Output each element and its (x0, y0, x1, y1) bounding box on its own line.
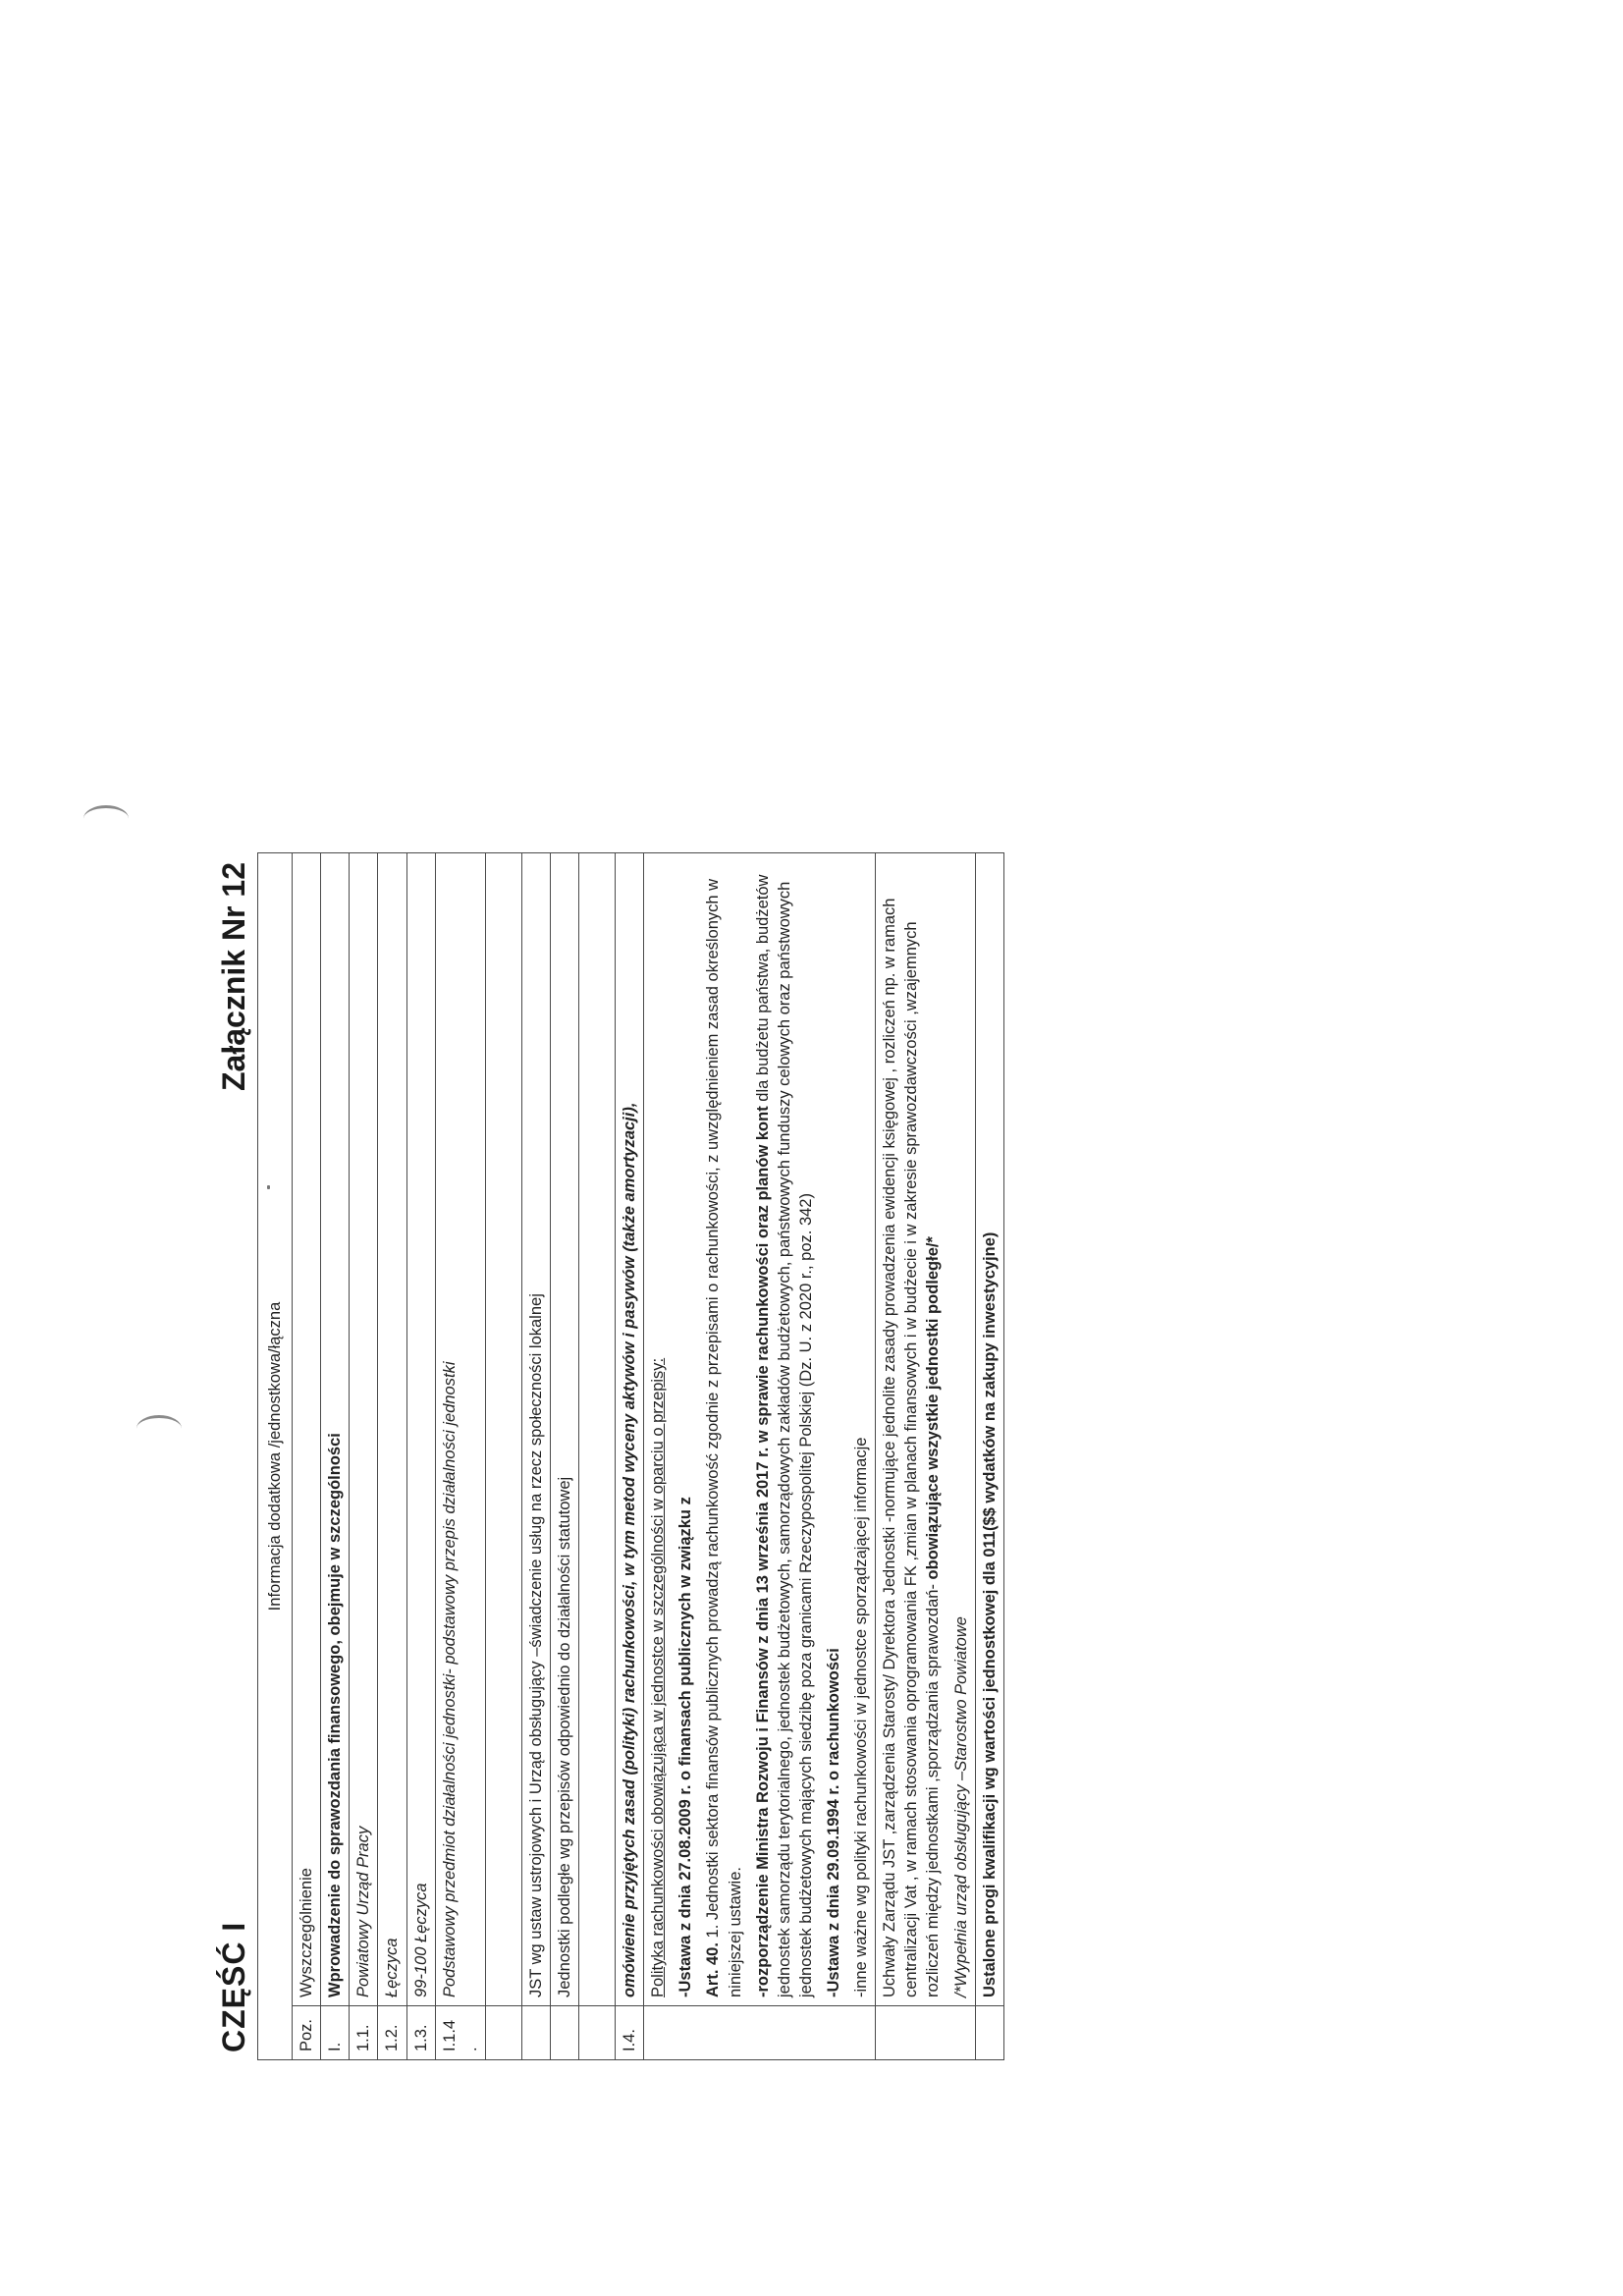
table-row (550, 853, 578, 2060)
punch-hole-mark-top (83, 805, 129, 832)
table-row (876, 853, 975, 2060)
section-1-number: I. (321, 2006, 350, 2060)
table-row (521, 853, 550, 2060)
regulation-title: -rozporządzenie Ministra Rozwoju i Finansów z dnia 13 września 2017 r. w sprawie rachunkowości oraz planów kont (753, 1106, 772, 1997)
row-number-text: I.1.4 (440, 2019, 459, 2051)
resolutions-cell (876, 853, 975, 2006)
activity-jst-note: JST wg ustaw ustrojowych i Urząd obsługujący –świadczenie usług na rzecz społeczności lokalnej (521, 853, 550, 2006)
table-row (644, 853, 876, 2060)
section-1-row (321, 853, 350, 2060)
table-row (350, 853, 378, 2060)
activity-subordinate-note: Jednostki podległe wg przepisów odpowiednio do działalności statutowej (550, 853, 578, 2006)
col-header-specification: Wyszczególnienie (293, 853, 321, 2006)
annex-number: Załącznik Nr 12 (216, 862, 251, 1091)
table-row (406, 853, 435, 2060)
table-row (378, 853, 406, 2060)
col-header-position: Poz. (293, 2006, 321, 2060)
row-number: 1.2. (378, 2006, 406, 2060)
row-number: 1.3. (406, 2006, 435, 2060)
unit-address: 99-100 Łęczyca (406, 853, 435, 2006)
section-1-4-row (616, 853, 644, 2060)
accounting-policy-heading: omówienie przyjętych zasad (polityki) rachunkowości, w tym metod wyceny aktywów i pasywów (także amortyzacji), (616, 853, 644, 2006)
article-40-label: Art. 40. (704, 1942, 723, 1997)
rotated-document-page (214, 852, 1441, 2060)
unit-name: Powiatowy Urząd Pracy (350, 853, 378, 2006)
accounting-act: -Ustawa z dnia 29.09.1994 r. o rachunkowości (824, 1648, 842, 1997)
unit-city: Łęczyca (378, 853, 406, 2006)
table-header-row (293, 853, 321, 2060)
other-rules: -inne ważne wg polityki rachunkowości w jednostce sporządzającej informacje (852, 1437, 871, 1997)
title-row (258, 853, 293, 2060)
additional-information-table (257, 852, 1004, 2060)
resolutions-binding: obowiązujące wszystkie jednostki podległe/* (924, 1236, 943, 1580)
regulation-2017 (752, 861, 817, 1997)
document-title: Informacja dodatkowa /jednostkowa/łączna (258, 853, 293, 2060)
section-1-heading: Wprowadzenie do sprawozdania finansowego, obejmuje w szczególności (321, 853, 350, 2006)
document-header (214, 852, 255, 2060)
punch-hole-mark-bottom (136, 1415, 182, 1442)
article-40-text: 1. Jednostki sektora finansów publicznych prowadzą rachunkowość zgodnie z przepisami o rachunkowości, z uwzględnieniem zasad określonych w niniejszej ustawie. (704, 878, 744, 1997)
table-row (435, 853, 485, 2060)
row-number: I.4. (616, 2006, 644, 2060)
resolutions-text (879, 861, 944, 1997)
blank-row (485, 853, 521, 2060)
article-40 (702, 861, 745, 1997)
row-number (435, 2006, 485, 2060)
blank-row (579, 853, 616, 2060)
main-activity: Podstawowy przedmiot działalności jednostki- podstawowy przepis działalności jednostki (435, 853, 485, 2006)
row-number-dot: . (461, 2047, 480, 2051)
table-row (975, 853, 1003, 2060)
regulation-text: dla budżetu państwa, budżetów jednostek samorządu terytorialnego, jednostek budżetowych, samorządowych zakładów budżetowych, państwowych funduszy celowych oraz państwowych jednostek budżetowych mających siedzibę poza granicami Rzeczypospolitej Polskiej (Dz. U. z 2020 r., poz. 342) (753, 874, 815, 1997)
thresholds-row-text: Ustalone progi kwalifikacji wg wartości jednostkowej dla 011($$ wydatków na zakupy inwestycyjne) (975, 853, 1003, 2006)
footnote: /*Wypełnia urząd obsługujący –Starostwo Powiatowe (951, 1616, 970, 1997)
policy-intro: Polityka rachunkowości obowiązująca w jednostce w szczególności w oparciu o przepisy: (649, 1357, 668, 1997)
part-label: CZĘŚĆ I (216, 1921, 251, 2052)
accounting-policy-body (644, 853, 876, 2006)
resolutions-body: Uchwały Zarządu JST ,zarządzenia Starosty/ Dyrektora Jednostki -normujące jednolite zasady prowadzenia ewidencji księgowej , rozliczeń np. w ramach centralizacji Vat , w ramach stosowania oprogramowania FK ,zmian w planach finansowych i w budżecie i w zakresie sprawozdawczości ,wzajemnych rozliczeń między jednostkami ,sporządzania sprawozdań- (881, 898, 943, 1997)
public-finance-act: -Ustawa z dnia 27.08.2009 r. o finansach publicznych w związku z (676, 1497, 695, 1997)
row-number: 1.1. (350, 2006, 378, 2060)
